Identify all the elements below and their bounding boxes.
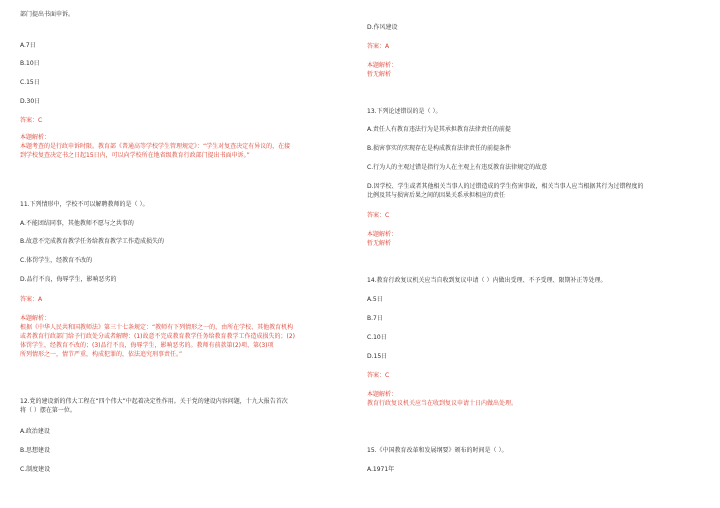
question-11-analysis-line: 所列情形之一，情节严重，构成犯罪的，依法追究刑事责任。” bbox=[20, 351, 183, 358]
question-10-option-a: A.7日 bbox=[20, 42, 36, 49]
question-13-option-c: C.行为人的主观过错是指行为人在主观上有违反教育法律规定的故意 bbox=[367, 164, 548, 171]
question-12-option-d: D.作风建设 bbox=[367, 24, 398, 31]
question-13-option-d-line: D.因学校、学生或者其他相关当事人的过错造成的学生伤害事故，相关当事人应当根据其行为过错程度的 bbox=[367, 183, 644, 190]
question-14-analysis-title: 本题解析： bbox=[367, 391, 398, 398]
question-11-option-a: A.不能团结同事，其他教师不愿与之共事的 bbox=[20, 220, 134, 227]
question-12-stem-line: 12.党的建设新的伟大工程在“四个伟大”中起着决定性作用。关于党的建设内容问题，十九大报告首次 bbox=[20, 398, 288, 405]
question-12-answer: 答案：A bbox=[367, 43, 390, 50]
question-12-option-c: C.制度建设 bbox=[20, 466, 51, 473]
question-15-option-a: A.1971年 bbox=[367, 466, 395, 473]
question-12-analysis-title: 本题解析： bbox=[367, 62, 398, 69]
question-12-option-a: A.政治建设 bbox=[20, 428, 50, 435]
question-11-analysis-line: 体罚学生，经教育不改的；(3)品行不良，侮辱学生，影响恶劣的。教师有前款第(2)项、第(3)项 bbox=[20, 342, 274, 349]
question-10-option-d: D.30日 bbox=[20, 98, 41, 105]
question-13-option-a: A.责任人有教育违法行为是其承担教育法律责任的前提 bbox=[367, 126, 511, 133]
question-14-option-c: C.10日 bbox=[367, 334, 387, 341]
question-10-stem-tail: 部门提出书面申诉。 bbox=[20, 11, 75, 18]
question-15-stem: 15.《中国教育改革和发展纲要》颁布的时间是（ ）。 bbox=[367, 447, 508, 454]
question-12-option-b: B.思想建设 bbox=[20, 447, 51, 454]
question-11-answer: 答案：A bbox=[20, 296, 43, 303]
question-13-analysis-text: 暂无解析 bbox=[367, 240, 392, 247]
question-10-analysis-line: 本题考查的是行政申诉时限。教育部《普通高等学校学生管理规定》：“学生对复查决定有异议的，在接 bbox=[20, 143, 291, 150]
question-11-analysis-line: 或者教育行政部门给予行政处分或者解聘：(1)故意不完成教育教学任务给教育教学工作造成损失的；(2) bbox=[20, 333, 295, 340]
question-13-answer: 答案：C bbox=[367, 212, 390, 219]
question-13-analysis-title: 本题解析： bbox=[367, 231, 398, 238]
question-11-option-c: C.体罚学生，经教育不改的 bbox=[20, 257, 93, 264]
question-10-analysis-title: 本题解析： bbox=[20, 134, 51, 141]
question-13-option-d-line: 比例及其与损害后果之间的因果关系承担相应的责任 bbox=[367, 192, 506, 199]
question-11-analysis-line: 根据《中华人民共和国教师法》第三十七条规定：“教师有下列情形之一的，由所在学校、其他教育机构 bbox=[20, 324, 294, 331]
question-11-option-b: B.故意不完成教育教学任务给教育教学工作造成损失的 bbox=[20, 238, 165, 245]
question-11-option-d: D.品行不良，侮辱学生，影响恶劣的 bbox=[20, 276, 117, 283]
question-14-option-a: A.5日 bbox=[367, 296, 383, 303]
question-10-answer: 答案：C bbox=[20, 117, 43, 124]
question-14-stem: 14.教育行政复议机关应当自收到复议申请（ ）内做出受理、不予受理、限期补正等处理。 bbox=[367, 277, 607, 284]
question-12-stem-line: 将（ ）摆在第一位。 bbox=[20, 407, 76, 414]
question-13-option-b: B.损害事实的实现存在是构成教育法律责任的前提条件 bbox=[367, 145, 512, 152]
question-13-stem: 13.下列论述错误的是（ ）。 bbox=[367, 108, 442, 115]
question-10-option-b: B.10日 bbox=[20, 60, 40, 67]
question-11-stem: 11.下列情形中，学校不可以解聘教师的是（ ）。 bbox=[20, 201, 149, 208]
question-10-option-c: C.15日 bbox=[20, 79, 40, 86]
question-14-analysis-text: 教育行政复议机关应当在收到复议申请十日内做出处理。 bbox=[367, 400, 518, 407]
question-14-option-b: B.7日 bbox=[367, 315, 383, 322]
question-14-answer: 答案：C bbox=[367, 372, 390, 379]
question-14-option-d: D.15日 bbox=[367, 353, 388, 360]
question-10-analysis-line: 到学校复查决定书之日起15日内，可以向学校所在地省级教育行政部门提出书面申诉。” bbox=[20, 152, 250, 159]
question-12-analysis-text: 暂无解析 bbox=[367, 71, 392, 78]
question-11-analysis-title: 本题解析： bbox=[20, 315, 51, 322]
